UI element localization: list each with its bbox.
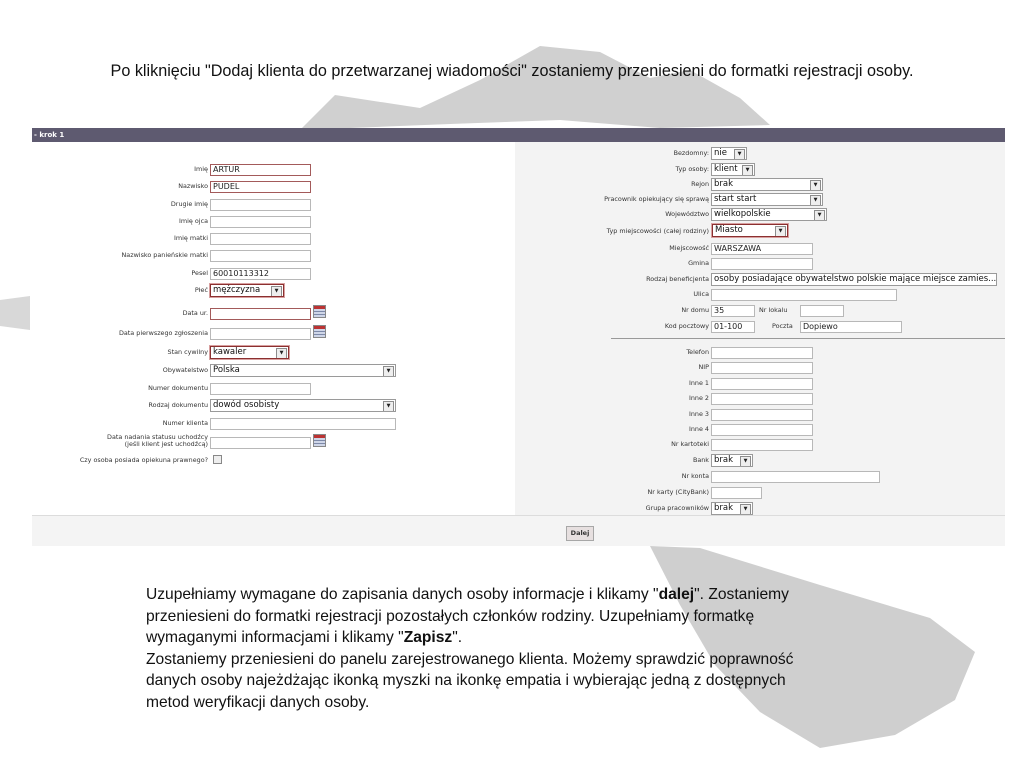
typ-miejscowosci-label: Typ miejscowości (całej rodziny)	[606, 227, 709, 235]
plec-select[interactable]	[210, 284, 284, 297]
inne4-label: Inne 4	[688, 425, 709, 433]
numer-klienta-label: Numer klienta	[162, 419, 208, 427]
nr-kartoteki-label: Nr kartoteki	[671, 440, 709, 448]
bezdomny-value: nie	[714, 148, 727, 158]
rejon-value: brak	[714, 179, 734, 189]
imie-matki-input[interactable]	[210, 233, 311, 245]
desc-line-1: Uzupełniamy wymagane do zapisania danych osoby informacje i klikamy "dalej". Zostaniemy	[146, 586, 789, 603]
telefon-label: Telefon	[686, 348, 709, 356]
obywatelstwo-select[interactable]	[210, 364, 396, 377]
nr-lokalu-input[interactable]	[800, 305, 844, 317]
bank-value: brak	[714, 455, 734, 465]
chevron-down-icon: ▼	[740, 504, 751, 515]
bezdomny-label: Bezdomny:	[673, 149, 709, 157]
poczta-input[interactable]: Dopiewo	[800, 321, 902, 333]
data-ur-input[interactable]	[210, 308, 311, 320]
calendar-icon[interactable]	[313, 305, 326, 318]
data-pierwszego-label: Data pierwszego zgłoszenia	[118, 329, 208, 337]
grupa-value: brak	[714, 503, 734, 513]
typ-miejscowosci-select[interactable]	[712, 224, 788, 237]
nr-kartoteki-input[interactable]	[711, 439, 813, 451]
pracownik-label: Pracownik opiekujący się sprawą	[604, 195, 709, 203]
plec-label: Płeć	[194, 286, 208, 294]
chevron-down-icon: ▼	[383, 366, 394, 377]
obywatelstwo-value: Polska	[213, 365, 240, 375]
personal-data-section	[32, 142, 515, 516]
nr-konta-input[interactable]	[711, 471, 880, 483]
data-nadania-input[interactable]	[210, 437, 311, 449]
instruction-text	[146, 584, 916, 713]
imie-ojca-input[interactable]	[210, 216, 311, 228]
rodzaj-dokumentu-select[interactable]	[210, 399, 396, 412]
imie-matki-label: Imię matki	[174, 234, 208, 242]
dalej-emphasis: dalej	[658, 586, 695, 603]
numer-klienta-input[interactable]	[210, 418, 396, 430]
intro-text: Po kliknięciu "Dodaj klienta do przetwarzanej wiadomości" zostaniemy przeniesieni do formatki rejestracji osoby.	[110, 62, 914, 80]
numer-dokumentu-label: Numer dokumentu	[148, 384, 208, 392]
inne3-label: Inne 3	[688, 410, 709, 418]
chevron-down-icon: ▼	[814, 210, 825, 221]
form-title: - krok 1	[34, 131, 65, 139]
wojewodztwo-select[interactable]	[711, 208, 827, 221]
bank-label: Bank	[692, 456, 709, 464]
pracownik-value: start start	[714, 194, 757, 204]
kod-pocztowy-input[interactable]: 01-100	[711, 321, 755, 333]
obywatelstwo-label: Obywatelstwo	[162, 366, 208, 374]
plec-value: mężczyzna	[213, 285, 261, 295]
poczta-label: Poczta	[772, 322, 793, 330]
nr-domu-label: Nr domu	[681, 306, 709, 314]
nip-input[interactable]	[711, 362, 813, 374]
typ-osoby-select[interactable]	[711, 163, 755, 176]
drugie-imie-input[interactable]	[210, 199, 311, 211]
data-pierwszego-input[interactable]	[210, 328, 311, 340]
telefon-input[interactable]	[711, 347, 813, 359]
chevron-down-icon: ▼	[810, 195, 821, 206]
data-nadania-label-line1: Data nadania statusu uchodźcy	[107, 433, 208, 441]
typ-miejscowosci-value: Miasto	[715, 225, 743, 235]
rodzaj-dokumentu-label: Rodzaj dokumentu	[148, 401, 208, 409]
desc-line-5: danych osoby najeżdżając ikonką myszki na ikonkę empatia i wybierając jedną z dostępnych	[146, 672, 786, 689]
brush-stroke-left	[0, 296, 30, 330]
stan-cywilny-select[interactable]	[210, 346, 289, 359]
chevron-down-icon: ▼	[276, 348, 287, 359]
wojewodztwo-value: wielkopolskie	[714, 209, 771, 219]
gmina-input[interactable]	[711, 258, 813, 270]
form-titlebar	[32, 128, 1005, 142]
nazwisko-panienskie-label: Nazwisko panieńskie matki	[121, 251, 208, 259]
bezdomny-select[interactable]	[711, 147, 747, 160]
chevron-down-icon: ▼	[742, 165, 753, 176]
desc-line-4: Zostaniemy przeniesieni do panelu zarejestrowanego klienta. Możemy sprawdzić poprawność	[146, 650, 794, 668]
dalej-button[interactable]: Dalej	[566, 526, 594, 541]
ulica-input[interactable]	[711, 289, 897, 301]
data-nadania-label-line2: (jeśli klient jest uchodźcą)	[124, 440, 208, 448]
rejon-label: Rejon	[691, 180, 709, 188]
inne2-label: Inne 2	[688, 394, 709, 402]
gmina-label: Gmina	[688, 259, 709, 267]
brush-stroke-top	[300, 46, 770, 130]
desc-line-3: wymaganymi informacjami i klikamy "Zapisz".	[146, 629, 463, 646]
stan-cywilny-label: Stan cywilny	[167, 348, 208, 356]
section-divider	[611, 338, 1005, 339]
calendar-icon[interactable]	[313, 325, 326, 338]
nazwisko-label: Nazwisko	[178, 182, 208, 190]
nr-karty-input[interactable]	[711, 487, 762, 499]
inne2-input[interactable]	[711, 393, 813, 405]
form-footer	[32, 515, 1005, 546]
wojewodztwo-label: Województwo	[665, 210, 709, 218]
grupa-label: Grupa pracowników	[645, 504, 709, 512]
inne1-label: Inne 1	[688, 379, 709, 387]
chevron-down-icon: ▼	[740, 456, 751, 467]
imie-ojca-label: Imię ojca	[179, 217, 208, 225]
calendar-icon[interactable]	[313, 434, 326, 447]
numer-dokumentu-input[interactable]	[210, 383, 311, 395]
rodzaj-beneficjenta-label: Rodzaj beneficjenta	[646, 275, 709, 283]
data-nadania-label	[107, 434, 208, 448]
nazwisko-panienskie-input[interactable]	[210, 250, 311, 262]
rejon-select[interactable]	[711, 178, 823, 191]
chevron-down-icon: ▼	[775, 226, 786, 237]
data-ur-label: Data ur.	[182, 309, 208, 317]
ulica-label: Ulica	[693, 290, 709, 298]
imie-input[interactable]: ARTUR	[210, 164, 311, 176]
nr-konta-label: Nr konta	[681, 472, 709, 480]
desc-line-2: przeniesieni do formatki rejestracji pozostałych członków rodziny. Uzupełniamy formatkę	[146, 607, 755, 625]
client-registration-form	[32, 128, 1005, 546]
opiekun-label: Czy osoba posiada opiekuna prawnego?	[79, 456, 208, 464]
chevron-down-icon: ▼	[810, 180, 821, 191]
opiekun-checkbox[interactable]	[213, 455, 222, 464]
miejscowosc-input[interactable]: WARSZAWA	[711, 243, 813, 255]
chevron-down-icon: ▼	[383, 401, 394, 412]
chevron-down-icon: ▼	[271, 286, 282, 297]
pesel-input[interactable]: 60010113312	[210, 268, 311, 280]
nr-lokalu-label: Nr lokalu	[759, 306, 788, 314]
inne4-input[interactable]	[711, 424, 813, 436]
inne1-input[interactable]	[711, 378, 813, 390]
drugie-imie-label: Drugie imię	[170, 200, 208, 208]
kod-pocztowy-label: Kod pocztowy	[664, 322, 709, 330]
pracownik-select[interactable]	[711, 193, 823, 206]
miejscowosc-label: Miejscowość	[669, 244, 709, 252]
grupa-select[interactable]	[711, 502, 753, 515]
rodzaj-beneficjenta-select[interactable]: osoby posiadające obywatelstwo polskie mające miejsce zamies...	[711, 273, 997, 286]
address-contact-section	[515, 142, 1005, 516]
typ-osoby-value: klient	[714, 164, 738, 174]
zapisz-emphasis: Zapisz	[403, 629, 453, 646]
nip-label: NIP	[698, 363, 709, 371]
bank-select[interactable]	[711, 454, 753, 467]
imie-label: Imię	[194, 165, 208, 173]
rodzaj-dokumentu-value: dowód osobisty	[213, 400, 280, 410]
inne3-input[interactable]	[711, 409, 813, 421]
stan-cywilny-value: kawaler	[213, 347, 247, 357]
chevron-down-icon: ▼	[734, 149, 745, 160]
nazwisko-input[interactable]: PUDEL	[210, 181, 311, 193]
pesel-label: Pesel	[191, 269, 208, 277]
nr-domu-input[interactable]: 35	[711, 305, 755, 317]
desc-line-6: metod weryfikacji danych osoby.	[146, 693, 370, 711]
nr-karty-label: Nr karty (CityBank)	[647, 488, 709, 496]
typ-osoby-label: Typ osoby:	[675, 165, 709, 173]
